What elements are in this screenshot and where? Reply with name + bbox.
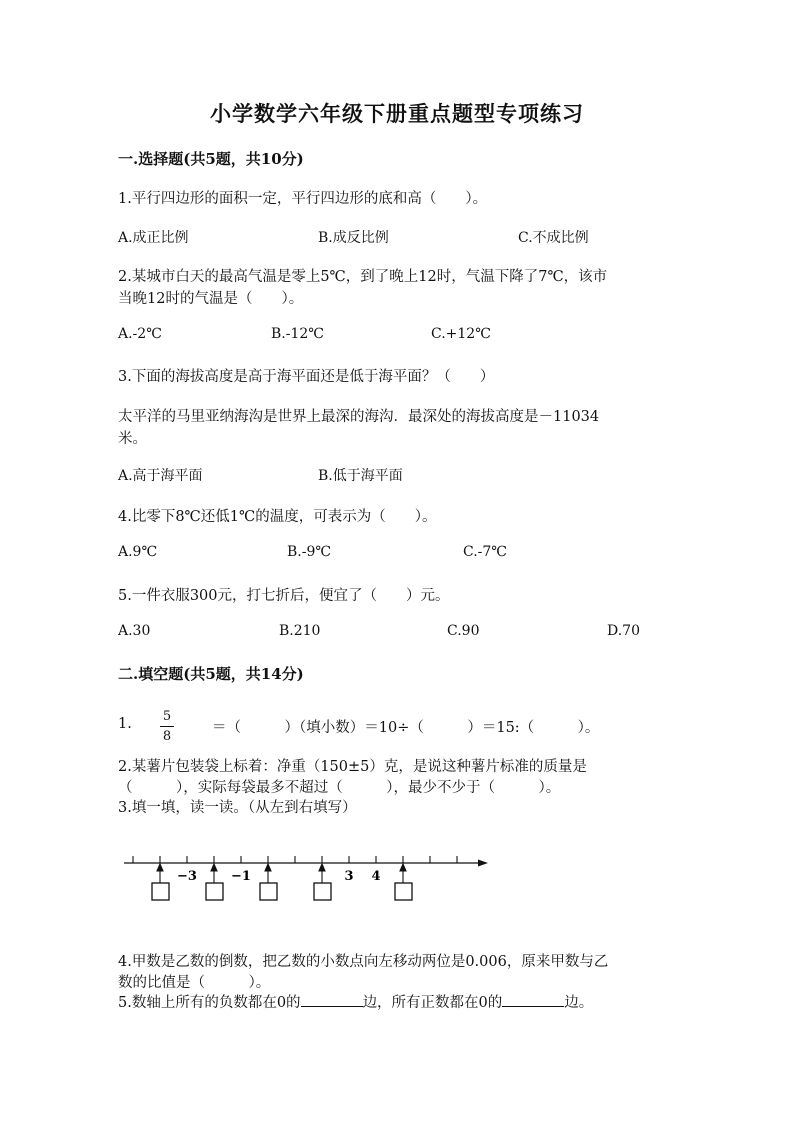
label-minus-3: −3 (177, 869, 197, 884)
section-2-heading: 二.填空题(共5题，共14分) (118, 665, 304, 683)
s2-q3-text: 3.填一填，读一读。（从左到右填写） (118, 800, 357, 816)
arrow-3 (265, 864, 271, 883)
arrow-5 (400, 864, 406, 883)
s1-q2-line2: 当晚12时的气温是（ ）。 (118, 291, 304, 307)
label-4: 4 (371, 869, 381, 884)
arrow-4 (319, 864, 325, 883)
s2-q4-line1: 4.甲数是乙数的倒数，把乙数的小数点向左移动两位是0.006，原来甲数与乙 (118, 954, 609, 970)
answer-box-2[interactable] (206, 883, 223, 900)
s2-q5-line (118, 991, 593, 1012)
s2-q2-line1: 2.某薯片包装袋上标着：净重（150±5）克，是说这种薯片标准的质量是 (118, 759, 587, 775)
fraction-denominator: 8 (162, 729, 172, 744)
s1-q1-option-c: C.不成比例 (518, 230, 589, 246)
label-3: 3 (344, 869, 354, 884)
s2-q2-line2: （ ），实际每袋最多不超过（ ），最少不少于（ ）。 (118, 780, 561, 796)
page-title: 小学数学六年级下册重点题型专项练习 (210, 101, 584, 126)
s1-q1-option-a: A.成正比例 (118, 230, 189, 246)
arrow-2 (211, 864, 217, 883)
s2-q1-fraction (160, 708, 174, 745)
s2-q5-blank-2[interactable] (502, 992, 564, 1007)
s1-q3-option-a: A.高于海平面 (118, 468, 203, 484)
s1-q5-option-c: C.90 (447, 623, 480, 639)
s1-q4-option-a: A.9℃ (118, 544, 158, 560)
s2-q5-part1: 5.数轴上所有的负数都在0的 (118, 995, 301, 1011)
fraction-bar (160, 726, 174, 727)
s1-q5-option-a: A.30 (118, 623, 151, 639)
answer-box-1[interactable] (152, 883, 169, 900)
s2-q5-part2: 边，所有正数都在0的 (362, 995, 503, 1011)
arrow-1 (157, 864, 163, 883)
s1-q5-text: 5.一件衣服300元，打七折后，便宜了（ ）元。 (118, 588, 450, 604)
s1-q3-detail-line2: 米。 (118, 431, 147, 447)
section-1-heading: 一.选择题(共5题，共10分) (118, 150, 304, 168)
number-line-ticks (133, 856, 457, 863)
s2-q4-line2: 数的比值是（ ）。 (118, 975, 271, 991)
s1-q5-option-d: D.70 (607, 623, 640, 639)
s1-q2-option-c: C.+12℃ (431, 326, 491, 342)
s1-q4-text: 4.比零下8℃还低1℃的温度，可表示为（ ）。 (118, 509, 437, 525)
s2-q5-part3: 边。 (564, 995, 594, 1011)
s1-q4-option-c: C.-7℃ (463, 544, 507, 560)
answer-box-4[interactable] (314, 883, 331, 900)
s1-q4-option-b: B.-9℃ (287, 544, 332, 560)
s1-q3-text: 3.下面的海拔高度是高于海平面还是低于海平面？（ ） (118, 369, 495, 385)
s1-q2-line1: 2.某城市白天的最高气温是零上5℃，到了晚上12时，气温下降了7℃，该市 (118, 269, 608, 285)
s1-q1-option-b: B.成反比例 (318, 230, 389, 246)
number-line-arrowhead (478, 860, 488, 867)
s1-q2-option-b: B.-12℃ (271, 326, 324, 342)
label-minus-1: −1 (231, 869, 251, 884)
s2-q1-number: 1. (118, 716, 132, 732)
answer-box-5[interactable] (395, 883, 412, 900)
s1-q2-option-a: A.-2℃ (118, 326, 162, 342)
s1-q5-option-b: B.210 (279, 623, 321, 639)
s1-q3-option-b: B.低于海平面 (318, 468, 403, 484)
s2-q5-blank-1[interactable] (301, 992, 363, 1007)
number-line-diagram (120, 846, 500, 906)
answer-box-3[interactable] (260, 883, 277, 900)
fraction-numerator: 5 (162, 709, 172, 724)
s2-q1-rest: ＝（ ）（填小数）＝10÷（ ）＝15:（ ）。 (212, 720, 600, 736)
s1-q1-text: 1.平行四边形的面积一定，平行四边形的底和高（ ）。 (118, 191, 488, 207)
s1-q3-detail-line1: 太平洋的马里亚纳海沟是世界上最深的海沟．最深处的海拔高度是－11034 (118, 409, 600, 425)
